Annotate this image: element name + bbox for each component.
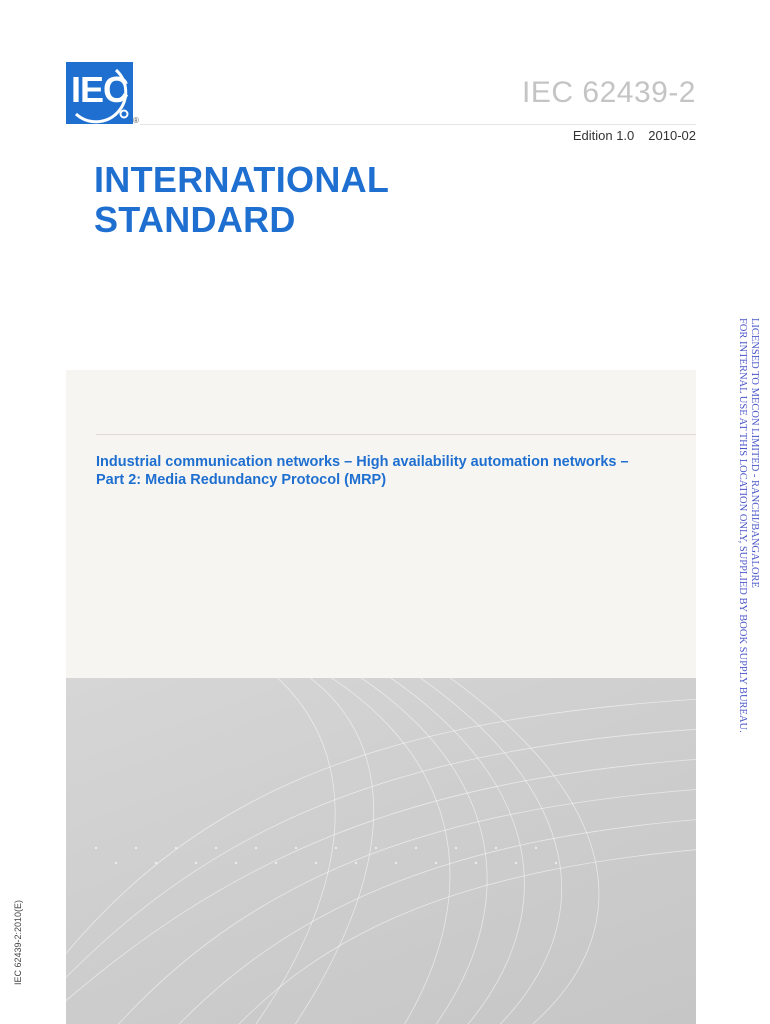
edition-line — [573, 128, 696, 143]
edition-label: Edition 1.0 — [572, 128, 635, 143]
title-line-1: Industrial communication networks – High availability automation networks – — [96, 454, 629, 470]
license-watermark — [736, 318, 760, 733]
cover-artwork — [66, 678, 696, 1024]
heading-line-1: INTERNATIONAL — [94, 159, 390, 200]
document-number: IEC 62439-2 — [522, 76, 696, 109]
registered-mark: ® — [133, 116, 139, 125]
logo-text: IEC — [71, 69, 129, 110]
document-type-heading — [94, 160, 389, 240]
license-line-2: FOR INTERNAL USE AT THIS LOCATION ONLY, SUPPLIED BY BOOK SUPPLY BUREAU. — [737, 318, 748, 733]
side-document-code: IEC 62439-2:2010(E) — [13, 899, 23, 985]
title-divider — [96, 434, 696, 435]
iec-logo — [66, 62, 133, 124]
edition-date: 2010-02 — [648, 128, 696, 143]
document-title — [96, 453, 696, 489]
license-line-1: LICENSED TO MECON LIMITED - RANCHI/BANGALORE — [749, 318, 760, 588]
swirl-artwork-icon — [66, 678, 696, 1024]
title-line-2: Part 2: Media Redundancy Protocol (MRP) — [96, 472, 387, 488]
header-divider — [140, 124, 696, 125]
heading-line-2: STANDARD — [94, 199, 296, 240]
